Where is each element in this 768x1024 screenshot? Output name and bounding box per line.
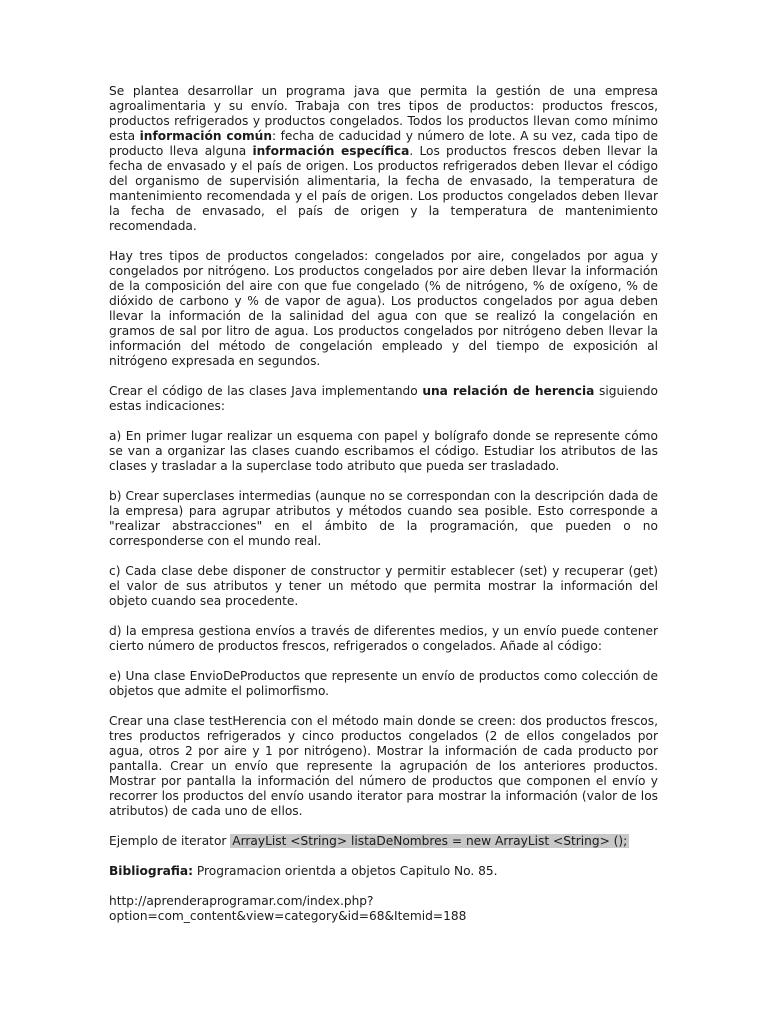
intro-text-1: Se plantea desarrollar un programa java que permita la gestión de una empresa agroalimentaria y su envío. Trabaja con tres tipos de productos: productos frescos, productos refrigerados y productos congelados. Todos los productos llevan como mínimo esta [109,84,658,143]
intro-text-3: . Los productos frescos deben llevar la fecha de envasado y el país de origen. Los productos refrigerados deben llevar el código del organismo de supervisión alimentaria, la fecha de envasado, la temperatura de mantenimiento recomendada y el país de origen. Los productos congelados deben llevar la fecha de envasado, el país de origen y la temperatura de mantenimiento recomendada. [109,144,658,233]
url-line-2[interactable]: option=com_content&view=category&id=68&Itemid=188 [109,909,467,923]
paragraph-bibliography [109,864,658,879]
paragraph-step-d: d) la empresa gestiona envíos a través de diferentes medios, y un envío puede contener cierto número de productos frescos, refrigerados o congelados. Añade al código: [109,624,658,653]
paragraph-step-a: a) En primer lugar realizar un esquema con papel y bolígrafo donde se represente cómo se van a organizar las clases cuando escribamos el código. Estudiar los atributos de las clases y trasladar a la superclase todo atributo que pueda ser trasladado. [109,429,658,473]
intro-bold-common: información común [139,129,273,143]
intro-text-2: : fecha de caducidad y número de lote. A su vez, cada tipo de producto lleva alguna [109,129,658,158]
instructions-text-2: siguiendo estas indicaciones: [109,384,658,413]
iterator-code: ArrayList <String> listaDeNombres = new ArrayList <String> (); [232,834,628,848]
document-body [109,84,658,939]
paragraph-step-e: e) Una clase EnvioDeProductos que represente un envío de productos como colección de objetos que admite el polimorfismo. [109,669,658,698]
instructions-text-1: Crear el código de las clases Java implementando [109,384,423,398]
paragraph-intro [109,84,658,234]
paragraph-instructions [109,384,658,414]
intro-bold-specific: información específica [252,144,410,158]
url-line-1[interactable]: http://aprenderaprogramar.com/index.php? [109,894,374,908]
bibliography-text: Programacion orientda a objetos Capitulo No. 85. [193,864,498,878]
paragraph-step-c: c) Cada clase debe disponer de constructor y permitir establecer (set) y recuperar (get) el valor de sus atributos y tener un método que permita mostrar la información del objeto cuando sea procedente. [109,564,658,608]
bibliography-label: Bibliografia: [109,864,194,878]
instructions-bold: una relación de herencia [422,384,595,398]
paragraph-test-herencia: Crear una clase testHerencia con el método main donde se creen: dos productos frescos, tres productos refrigerados y cinco productos congelados (2 de ellos congelados por agua, otros 2 por aire y 1 por nitrógeno). Mostrar la información de cada producto por pantalla. Crear un envío que represente la agrupación de los anteriores productos. Mostrar por pantalla la información del número de productos que componen el envío y recorrer los productos del envío usando iterator para mostrar la información (valor de los atributos) de cada uno de ellos. [109,714,658,818]
paragraph-step-b: b) Crear superclases intermedias (aunque no se correspondan con la descripción dada de la empresa) para agrupar atributos y métodos cuando sea posible. Esto corresponde a "realizar abstracciones" en el ámbito de la programación, que pueden o no corresponderse con el mundo real. [109,489,658,548]
paragraph-iterator-example [109,834,658,849]
iterator-label: Ejemplo de iterator [109,834,231,848]
paragraph-url [109,894,658,924]
paragraph-frozen-types: Hay tres tipos de productos congelados: congelados por aire, congelados por agua y congelados por nitrógeno. Los productos congelados por aire deben llevar la información de la composición del aire con que fue congelado (% de nitrógeno, % de oxígeno, % de dióxido de carbono y % de vapor de agua). Los productos congelados por agua deben llevar la información de la salinidad del agua con que se realizó la congelación en gramos de sal por litro de agua. Los productos congelados por nitrógeno deben llevar la información del método de congelación empleado y del tiempo de exposición al nitrógeno expresada en segundos. [109,249,658,368]
